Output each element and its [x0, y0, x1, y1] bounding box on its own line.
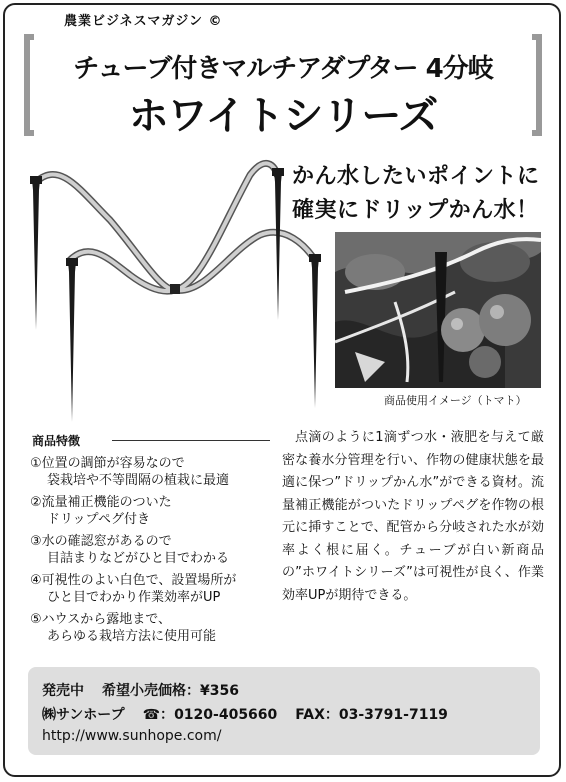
feature-line2: ひと目でわかり作業効率がUP: [47, 590, 221, 605]
magazine-name: 農業ビジネスマガジン ©: [64, 14, 223, 29]
price-label: 希望小売価格：: [102, 683, 200, 699]
feature-line2: ドリップペグ付き: [47, 512, 150, 527]
features-heading: 商品特徴: [32, 434, 81, 448]
feature-item: [30, 494, 280, 528]
fax-number: 03-3791-7119: [338, 707, 448, 723]
feature-line2: あらゆる栽培方法に使用可能: [47, 629, 217, 644]
feature-line2: 目詰まりなどがひと目でわかる: [47, 551, 230, 566]
feature-item: [30, 572, 280, 606]
sales-info-box: [28, 667, 540, 755]
catch-copy: [292, 160, 540, 228]
catch-copy-line2: 確実にドリップかん水！: [292, 198, 539, 223]
fax-label: FAX：: [295, 707, 339, 723]
release-status: 発売中: [42, 683, 84, 699]
features-list: [30, 455, 280, 650]
product-subtitle: チューブ付きマルチアダプター 4分岐: [73, 54, 493, 84]
usage-photo: [335, 232, 541, 388]
photo-caption: 商品使用イメージ（トマト）: [384, 394, 527, 407]
website-link[interactable]: http://www.sunhope.com/: [42, 728, 222, 744]
feature-line1: ②流量補正機能のついた: [30, 495, 172, 510]
phone-icon: ☎：: [142, 707, 175, 723]
feature-line1: ①位置の調節が容易なので: [30, 456, 185, 471]
contact-row: [42, 704, 448, 724]
feature-item: [30, 455, 280, 489]
product-title: ホワイトシリーズ: [128, 93, 438, 139]
feature-line1: ③水の確認窓があるので: [30, 534, 172, 549]
url-row: [42, 728, 221, 744]
feature-item: [30, 533, 280, 567]
features-divider: [112, 440, 270, 441]
price-row: [42, 680, 239, 700]
catch-copy-line1: かん水したいポイントに: [292, 164, 540, 189]
product-image: [20, 150, 330, 430]
company-name: ㈱サンホープ: [42, 707, 125, 723]
feature-item: [30, 611, 280, 645]
feature-line2: 袋栽培や不等間隔の植栽に最適: [47, 473, 230, 488]
price-value: ¥356: [200, 683, 239, 699]
feature-line1: ④可視性のよい白色で、設置場所が: [30, 573, 237, 588]
feature-line1: ⑤ハウスから露地まで、: [30, 612, 172, 627]
product-description: 点滴のように1滴ずつ水・液肥を与えて厳密な養水分管理を行い、作物の健康状態を最適に保つ”ドリップかん水”ができる資材。流量補正機能がついたドリップペグを作物の根元に挿すことで、配管から分岐された水が効率よく根に届く。チューブが白い新商品の”ホワイトシリーズ”は可視性が良く、作業効率UPが期待できる。: [282, 430, 544, 603]
phone-number: 0120-405660: [174, 707, 278, 723]
